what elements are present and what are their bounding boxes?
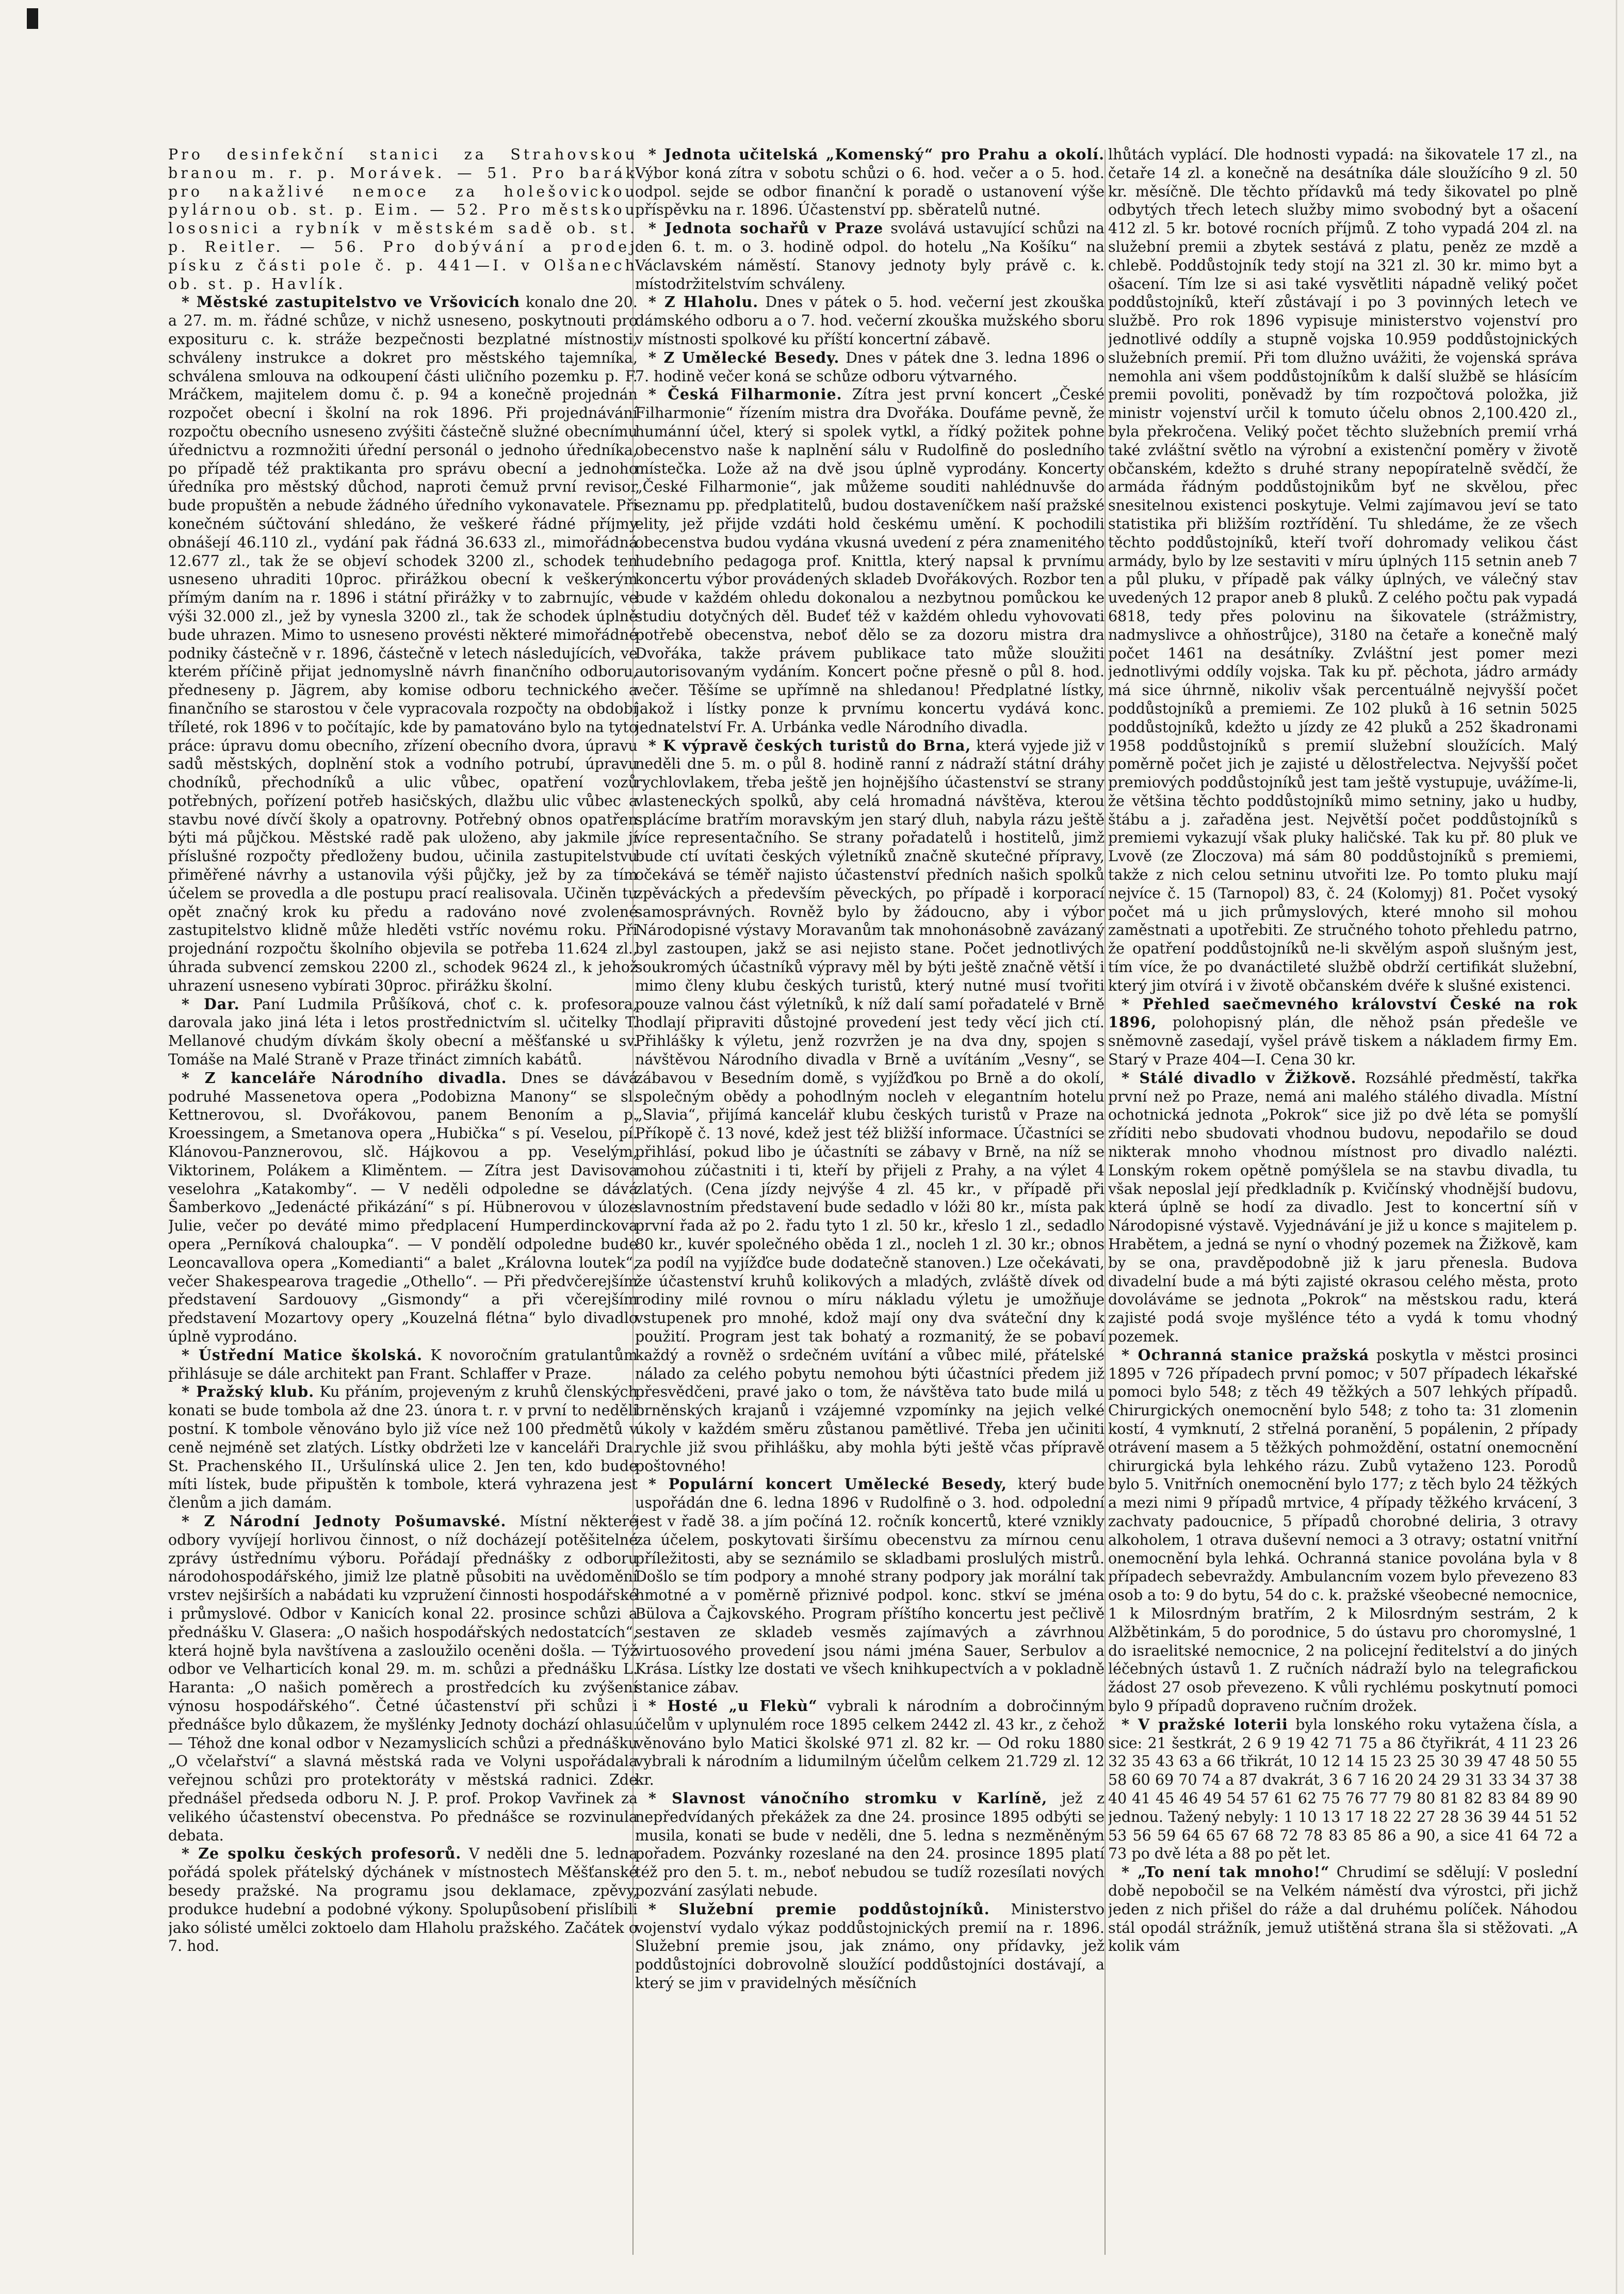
column-rule bbox=[1105, 150, 1106, 2255]
article bbox=[635, 349, 1105, 386]
article-headline: * Služební premie poddůstojníků. bbox=[648, 1900, 990, 1918]
article-headline: * Ochranná stanice pražská bbox=[1122, 1346, 1370, 1364]
article bbox=[1108, 1069, 1578, 1346]
article-headline: * Ze spolku českých profesorů. bbox=[182, 1845, 462, 1863]
article-body: vybrali k národním a dobročinným účelům v uplynulém roce 1895 celkem 2442 zl. 43 kr., z čehož věnováno bylo Matici školské 971 zl. 82 kr. — Od roku 1880 vybrali k národním a lidumilným účelům celkem 21.729 zl. 12 kr. bbox=[635, 1697, 1105, 1789]
article-headline: * Stálé divadlo v Žižkově. bbox=[1122, 1069, 1357, 1087]
article bbox=[1108, 1346, 1578, 1716]
article bbox=[168, 1069, 638, 1346]
article-body: poskytla v městci prosinci 1895 v 726 případech první pomoc; v 507 případech lékařské pomoci bylo 548; z těch 49 těžkých a 507 lehkých případů. Chirurgických onemocnění bylo 548; z toho ta: 31 zlomenin kostí, 4 vymknutí, 2 střelná poranění, 5 popálenin, 2 případy otrávení masem a 5 těžkých pohmoždění, ostatní onemocnění chirurgická byla lehkého rázu. Zubů vytaženo 123. Porodů bylo 5. Vnitřních onemocnění bylo 177; z těch bylo 24 těžkých a mezi nimi 9 případů mrtvice, 4 případy těžkého krvácení, 3 zachvaty padoucnice, 5 případů chorobné deliria, 3 otravy alkoholem, 1 otrava duševní nemoci a 3 otravy; ostatní vnitřní onemocnění byla lehká. Ochranná stanice povolána byla v 8 případech sebevraždy. Ambulancním vozem bylo převezeno 83 osob a to: 9 do bytu, 54 do c. k. pražské všeobecné nemocnice, 1 k Milosrdným bratřím, 2 k Milosrdným sestrám, 2 k Alžbětinkám, 5 do porodnice, 5 do ústavu pro choromyslné, 1 do israelitské nemocnice, 2 na policejní ředitelství a do jiných léčebných ústavů 1. Z ručních nádraží bylo na telegrafickou žádost 27 osob převezeno. K vůli rychlému poskytnutí pomoci bylo 9 případů dopraveno ručním drožek. bbox=[1108, 1346, 1578, 1715]
article bbox=[635, 1789, 1105, 1900]
article bbox=[635, 219, 1105, 293]
article bbox=[1108, 1863, 1578, 1956]
article-body: který bude uspořádán dne 6. ledna 1896 v Rudolfině o 3. hod. odpolední jest v řadě 38. a jím počíná 12. ročník koncertů, které vznikly za účelem, poskytovati širšímu obecenstvu za mírnou cenu příležitosti, aby se seznámilo se skladbami proslulých mistrů. Došlo se tím podpory a mnohé strany podpory jak morální tak hmotné a v poměrně přiznivé podpol. konc. stkví se jména Bülova a Čajkovského. Program příštího koncertu jest pečlivě sestaven ze skladeb vesměs zajímavých a závrhnou virtuosového provedení jsou námi jména Sauer, Serbulov a Krása. Lístky lze dostati ve všech knihkupectvích a v pokladně stanice zábav. bbox=[635, 1476, 1105, 1697]
article-headline: * Z Hlaholu. bbox=[648, 293, 759, 311]
article bbox=[168, 1512, 638, 1845]
article-body: svolává ustavující schůzi na den 6. t. m. o 3. hodině odpol. do hotelu „Na Košíku“ na Václavském náměstí. Stanovy jednoty byly právě c. k. místodržitelstvím schváleny. bbox=[635, 220, 1105, 293]
article-body: konalo dne 20. a 27. m. m. řádné schůze, v nichž usneseno, poskytnouti pro exposituru c. k. stráže bezpečnosti bezplatné místnosti, schváleny instrukce a dokret pro městského tajemníka, schválena smlouva na odkoupení části uličního pozemku p. F. Mráčkem, majitelem domu č. p. 94 a konečně projednán rozpočet obecní i školní na rok 1896. Při projednávání rozpočtu obecního usneseno zvýšiti částečně služné obecnímu úřednictvu a rozmnožiti úřední personál o jednoho úředníka, po případě též praktikanta pro správu obecní a jednoho úředníka pro městský důchod, naproti čemuž první revisor bude propuštěn a nebude žádného úředního vykonavatele. Při konečném súčtování shledáno, že veškeré řádné příjmy obnášejí 46.110 zl., vydání pak řádná 36.633 zl., mimořádná 12.677 zl., tak že se objeví schodek 3200 zl., schodek ten usneseno uhraditi 10proc. přirážkou obecní k veškerým přímým daním na r. 1896 i státní přirážky v to zabrnujíc, ve výši 32.000 zl., jež by vynesla 3200 zl., tak že schodek úplně bude uhrazen. Mimo to usneseno provésti některé mimořádné podniky částečně v r. 1896, částečně v letech následujících, ve kterém příčině přijat jednomyslně návrh finančního odboru, předneseny p. Jägrem, aby komise odboru technického a finančního se starostou v čele vypracovala rozpočty na období tříleté, rok 1896 v to počítajíc, kde by pamatováno bylo na tyto práce: úpravu domu obecního, zřízení obecního dvora, úpravu sadů městských, doplnění stok a vodního potrubí, úpravu chodníků, přechodníků a ulic vůbec, opatření vozů potřebných, pořízení potřeb hasičských, dlažbu ulic vůbec a stavbu nové dívčí školy a opatrovny. Potřebný obnos opatřen býti má půjčkou. Městské radě pak uloženo, aby jakmile jí příslušné rozpočty předloženy budou, učinila zastupitelstvu přiměřené návrhy a ustanovila výši půjčky, jež by za tím účelem se provedla a dle postupu prací realisovala. Učiněn tu opět značný krok ku předu a radováno nové zvolené zastupitelstvo klidně může hleděti vstříc novému roku. Při projednání rozpočtu školního objevila se potřeba 11.624 zl., úhrada subvencí zemskou 2200 zl., schodek 9624 zl., k jehož uhrazení usneseno vybírati 30proc. přirážku školní. bbox=[168, 294, 638, 994]
article-body: polohopisný plán, dle něhož psán předešle ve sněmovně zasedají, vyšel právě tiskem a nákladem firmy Em. Starý v Praze 404—I. Cena 30 kr. bbox=[1108, 1014, 1578, 1069]
article-body: Místní některé odbory vyvíjejí horlivou činnost, o níž docházejí potěšitelné zprávy ústřednímu výboru. Pořádají přednášky z odboru národohospodářského, jimiž lze platně působiti na uvědomění vrstev nejširších a nabádati ku vzpružení činnosti hospodářské i průmyslové. Odbor v Kanicích konal 22. prosince schůzi a přednášku V. Glasera: „O našich hospodářských nedostatcích“, která hojně byla navštívena a zasloužilo oceněni došla. — Týž odbor ve Velharticích konal 29. m. m. schůzi a přednášku L. Haranta: „O našich poměrech a prostředcích ku zvýšení výnosu hospodářského“. Četné účastenství při schůzi i přednášce bylo důkazem, že myšlénky Jednoty dochází ohlasu. — Téhož dne konal odbor v Nezamyslicích schůzi a přednášku „O včelařství“ a slavná městská rada ve Volyni uspořádala veřejnou schůzi pro protektoráty v městská radnici. Zde přednášel předseda odboru N. J. P. prof. Prokop Vavřinek za velikého účastenství obecenstva. Po přednášce se rozvinula debata. bbox=[168, 1512, 638, 1844]
article-headline: * Jednota sochařů v Praze bbox=[648, 219, 884, 237]
article-headline: * Z Umělecké Besedy. bbox=[648, 348, 840, 366]
article-body: Chrudimí se sdělují: V poslední době nepobočil se na Velkém náměstí dva výrostci, při jichž jeden z nich přišel do ráže a dal druhému políček. Náhodou stál opodál strážník, jemuž utištěná strana šla si stěžovati. „A kolik vám bbox=[1108, 1864, 1578, 1955]
article-headline: * Pražský klub. bbox=[182, 1383, 315, 1401]
scan-edge-mark bbox=[27, 8, 38, 29]
article-headline: * Ústřední Matice školská. bbox=[182, 1346, 423, 1364]
column-left bbox=[168, 146, 638, 2266]
article-headline: * Dar. bbox=[182, 995, 240, 1013]
column-right bbox=[1108, 146, 1578, 2266]
article-headline: * Slavnost vánočního stromku v Karlíně, bbox=[648, 1789, 1048, 1807]
article-headline: * Česká Filharmonie. bbox=[648, 385, 842, 403]
article bbox=[168, 1346, 638, 1383]
article-headline: * „To není tak mnoho!“ bbox=[1122, 1863, 1330, 1881]
article-body: Dnes v pátek o 5. hod. večerní jest zkouška dámského odboru a o 7. hod. večerní zkouška mužského sboru v místnosti spolkové ku příští koncertní zábavě. bbox=[635, 294, 1105, 348]
article bbox=[1108, 995, 1578, 1069]
article-body: Zítra jest první koncert „České Filharmonie“ řízením mistra dra Dvořáka. Doufáme pevně, že humánní účel, který si spolek vytkl, a řídký požitek pohne obecenstvo naše k naplnění sálu v Rudolfině do posledního místečka. Lože až na dvě jsou úplně vyprodány. Koncerty „České Filharmonie“, jak můžeme souditi nahlédnuvše do seznamu pp. předplatitelů, budou dostaveníčkem naší pražské elity, jež přijde vzdáti hold českému umění. K pochodili obecenstva budou vydána vkusná uvedení z péra znamenitého hudebního pedagoga prof. Knittla, který napsal k prvnímu koncertu výbor provádených skladeb Dvořákových. Rozbor ten bude v každém ohledu dokonalou a nezbytnou pomůckou ke studiu dotyčných děl. Budeť též v každém ohledu vyhovovati potřebě obecenstva, neboť dělo se za dozoru mistra dra Dvořáka, takže právem publikace tato může sloužiti autorisovaným vydáním. Koncert počne přesně o půl 8. hod. večer. Těšíme se upřímně na shledanou! Předplatné lístky, jakož i lístky ponze k prvnímu koncertu vydává konc. jednatelství Fr. A. Urbánka vedle Národního divadla. bbox=[635, 386, 1105, 736]
article-body: Výbor koná zítra v sobotu schůzi o 6. hod. večer a o 5. hod. odpol. sejde se odbor finanční k poradě o ustanovení výše příspěvku na r. 1896. Účastenství pp. sběratelů nutné. bbox=[635, 164, 1105, 219]
article-body: Ministerstvo vojenství vydalo výkaz poddůstojnických premií na r. 1896. Služební premie jsou, jak známo, ony přídavky, jež poddůstojníci dobrovolně sloužící poddůstojníci dostávají, a který se jim v pravidelných měsíčních bbox=[635, 1900, 1105, 1992]
article-body: byla lonského roku vytažena čísla, a sice: 21 šestkrát, 2 6 9 19 42 71 75 a 86 čtyřikrát, 4 11 23 26 32 35 43 63 a 66 třikrát, 10 12 14 15 23 25 30 39 47 48 50 55 58 60 69 70 74 a 87 dvakrát, 3 6 7 16 20 24 29 31 33 34 37 38 40 41 45 46 49 54 57 61 62 75 76 77 79 80 81 82 83 84 89 90 jednou. Tažený nebyly: 1 10 13 17 18 22 27 28 36 39 44 51 52 53 56 59 64 65 67 68 72 78 83 85 86 a 90, a sice 41 64 72 a 73 po dvě léta a 88 po pět let. bbox=[1108, 1716, 1578, 1863]
article bbox=[168, 1383, 638, 1512]
article-headline: * K výpravě českých turistů do Brna, bbox=[648, 736, 971, 754]
article bbox=[168, 1845, 638, 1956]
scan-edge-line bbox=[1616, 0, 1617, 2294]
article-headline: * Populární koncert Umělecké Besedy, bbox=[648, 1475, 1007, 1493]
column-middle bbox=[635, 146, 1105, 2266]
article-body: Rozsáhlé předměstí, takřka první než po Praze, nemá ani malého stálého divadla. Místní ochotnická jednota „Pokrok“ sice již po dvě léta se pomyšlí zříditi nebo sbudovati vhodnou budovu, nepodařilo se doud nikterak mnoho vhodnou místnost pro divadlo nalézti. Lonským rokem opětně pomýšlela se na stavbu divadla, tu však neposlal její předkladník p. Kvičínský vhodnější budovu, která úplně se hodí za divadlo. Jest to koncertní síň v Národopisné výstavě. Vyjednávání je již u konce s majitelem p. Hrabětem, a jedná se nyní o vhodný pozemek na Žižkově, kam by se ona, pravděpodobně již k jaru přenesla. Budova divadelní bude a má býti zajisté okrasou celého města, proto dovoláváme se jednota „Pokrok“ na městskou radu, která zajisté podá svoje myšlénce této a vydá k tomu vhodný pozemek. bbox=[1108, 1069, 1578, 1345]
article-body: Paní Ludmila Průšíková, choť c. k. profesora, darovala jako jiná léta i letos prostřednictvím sl. učitelky T. Mellanové chudým dívkám školy obecní a měšťanské u sv. Tomáše na Malé Straně v Praze třináct zimních kabátů. bbox=[168, 995, 638, 1069]
article-body: Ku přáním, projeveným z kruhů členských konati se bude tombola až dne 23. února t. r. v první to neděli postní. K tombole věnováno bylo již více než 100 předmětů v ceně nejméně set zlatých. Lístky obdržeti lze v kanceláři Dra. St. Prachenského II., Uršulínská ulice 2. Jen ten, kdo bude míti lístek, bude připuštěn k tombole, která vyhrazena jest členům a jich damám. bbox=[168, 1383, 638, 1512]
article bbox=[635, 1900, 1105, 1993]
article bbox=[635, 1475, 1105, 1697]
article-continuation: lhůtách vyplácí. Dle hodnosti vypadá: na šikovatele 17 zl., na četaře 14 zl. a konečně na desátníka dále sloužícího 9 zl. 50 kr. měsíčně. Dle těchto přídavků má tedy šikovatel po plně odbytých třech letech služby mimo svobodný byt a ošacení 412 zl. 5 kr. botové rocních příjmů. Z toho vypadá 204 zl. na služební premii a zbytek sestává z platu, peněz ze mzdě a chlebě. Poddůstojník tedy stojí na 321 zl. 30 kr. mimo byt a ošacení. Tím lze si asi také vysvětliti nápadně veliký počet poddůstojníků, kteří zůstávají i po 3 povinných letech ve službě. Pro rok 1896 vypisuje ministerstvo vojenství pro jednotlivé oddíly a stupně vojska 10.959 poddůstojnických služebních premií. Při tom dlužno uvážiti, že vojenská správa nemohla ani všem poddůstojníkům k další službě se hlásícím premii povoliti, poněvadž by tím rozpočtová položka, již ministr vojenství určil k tomuto účelu obnos 2,100.420 zl., byla překročena. Veliký počet těchto služebních premií vrhá také zvláštní světlo na výrobní a existenční poměry v životě občanském, kdežto s druhé strany nepopíratelně svědčí, že armáda řádným poddůstojnikům byť ne skvělou, přec snesitelnou existenci poskytuje. Velmi zajímavou jeví se tato statistika při bližším roztřídění. Tu shledáme, že ze všech těchto poddůstojníků, kteří tvoří dohromady velikou část armády, bylo by lze sestaviti v míru úplných 115 setnin aneb 7 a půl pluku, v případě pak války úplných, ve válečný stav uvedených 12 prapor aneb 8 pluků. Z celého počtu pak vypadá 6818, tedy přes polovinu na šikovatele (strážmistry, nadmyslivce a ohňostrůjce), 3180 na četaře a konečně malý počet 1461 na desátníky. Zvláštní jest pomer mezi jednotlivými oddíly vojska. Tak ku př. pěchota, jádro armády má sice úhrnně, nikoliv však percentuálně nejvyšší počet poddůstojníků a premiemi. Ze 102 pluků à 16 setnin 5025 poddůstojníků, kdežto u jízdy ze 42 pluků a 252 škadronami 1958 poddůstojníků s premií služební sloužících. Malý poměrně počet jich je zajisté u dělostřelectva. Nejvyšší počet premiových poddůstojníků jest tam ještě vystupuje, uvážíme-li, že většina těchto poddůstojníků mimo setniny, jako u hudby, štábu a j. zařaděna jest. Největší počet poddůstojníků s premiemi vykazují však pluky haličské. Tak ku př. 80 pluk ve Lvově (ze Zloczova) má sám 80 poddůstojníků s premiemi, takže z nich celou setninu utvořiti lze. Po tomto pluku mají nejvíce č. 15 (Tarnopol) 83, č. 24 (Kolomyj) 81. Počet vysoký počet má u jich průmyslových, které mnoho sil mohou zaměstnati a upotřebiti. Ze stručného tohoto přehledu patrno, že opatření poddůstojníků ne-li skvělým aspoň slušným jest, tím více, že po dvanáctileté službě obdrží certifikát služební, který jim otvírá i v životě občanském dvéře k slušné existenci. bbox=[1108, 146, 1578, 994]
article-body: jež z nepředvídaných překážek za dne 24. prosince 1895 odbýti se musila, konati se bude v neděli, dne 5. ledna s nezměněným pořadem. Pozvánky rozeslané na den 24. prosince 1895 platí též pro den 5. t. m., neboť nebudou se tudíž rozesílati nových pozvání zasýlati nebude. bbox=[635, 1789, 1105, 1899]
article-headline: * V pražské loterii bbox=[1122, 1715, 1288, 1733]
article-headline: * Jednota učitelská „Komenský“ pro Prahu a okolí. bbox=[648, 146, 1105, 163]
article bbox=[1108, 1716, 1578, 1863]
article bbox=[635, 293, 1105, 348]
article-headline: * Z Národní Jednoty Pošumavské. bbox=[182, 1512, 507, 1530]
article bbox=[168, 293, 638, 995]
article bbox=[635, 1697, 1105, 1789]
article-body: Dnes v pátek dne 3. ledna 1896 o 7. hodině večer koná se schůze odboru výtvarného. bbox=[635, 349, 1105, 385]
article bbox=[168, 995, 638, 1069]
article-body: Dnes se dává podruhé Massenetova opera „Podobizna Manony“ se sl. Kettnerovou, sl. Dvořákovou, panem Benoním a p. Kroessingem, a Smetanova opera „Hubička“ s pí. Veselou, pí. Klánovou-Panznerovou, slč. Hájkovou a pp. Veselým, Viktorinem, Polákem a Kliměntem. — Zítra jest Davisova veselohra „Katakomby“. — V neděli odpoledne se dává Šamberkovo „Jedenácté přikázání“ s pí. Hübnerovou v úloze Julie, večer po deváté mimo předplacení Humperdinckova opera „Perníková chaloupka“. — V pondělí odpoledne bude Leoncavallova opera „Komedianti“ a balet „Královna loutek“, večer Shakespearova tragedie „Othello“. — Při předvčerejším představení Sardouovy „Gismondy“ a při včerejším představení Mozartovy opery „Kouzelná flétna“ bylo divadlo úplně vyprodáno. bbox=[168, 1069, 638, 1345]
article-headline: * Hosté „u Flekù“ bbox=[648, 1697, 818, 1715]
article-headline: * Přehled saečmevného království České na rok 1896, bbox=[1108, 995, 1578, 1031]
article-body: K novoročním gratulantům přihlásuje se dále architekt pan Frant. Schlaffer v Praze. bbox=[168, 1346, 638, 1382]
article-body: V neděli dne 5. ledna pořádá spolek přátelský dýchánek v místnostech Měšťanské besedy pražské. Na programu jsou deklamace, zpěvy, produkce hudební a podobné výkony. Spolupůsobení přislíbili jako sólisté umělci zoktoelo dam Hlaholu pražského. Začátek o 7. hod. bbox=[168, 1845, 638, 1955]
article bbox=[635, 737, 1105, 1476]
article bbox=[635, 146, 1105, 219]
article-body: která vyjede již v neděli dne 5. m. o půl 8. hodině ranní z nádraží státní dráhy rychlovlakem, třeba ještě jen hojnějšího účastenství se strany vlasteneckých spolků, aby celá hromadná návštěva, kterou splácíme bratřím moravským jen starý dluh, nabyla rázu ještě více representačního. Se strany pořadatelů i hostitelů, jimž bude ctí uvítati českých výletníků značně skutečné přípravy, očekává se téměř najisto účastenství předních našich spolků zpěváckých a především pěveckých, po případě i korporací samosprávných. Rovněž bylo by žádoucno, aby i výbor Národopisné výstavy Moravanům tak mnohonásobně zavázaný byl zastoupen, jakž se asi nejisto stane. Počet jednotlivých soukromých účastníků výpravy měl by býti ještě značně větší i mimo členy klubu českých turistů, který nutné musí tvořiti pouze valnou část výletníků, k níž dalí samí pořadatelé v Brně hodlají připraviti důstojné provedení jest tedy věcí jich ctí. Přihlášky k výletu, jenž rozvržen je na dva dny, spojen s návštěvou Národního divadla v Brně a uvítáním „Vesny“, se zábavou v Besedním domě, s vyjížďkou po Brně a do okolí, společným obědy a pohodlným nocleh v elegantním hotelu „Slavia“, přijímá kancelář klubu českých turistů v Praze na Příkopě č. 13 nové, kdež jest též bližší informace. Účastníci se přihlásí, pokud libo je účastníti se zábavy v Brně, na níž se mohou zúčastniti i ti, kteří by přijeli z Prahy, a na výlet 4 zlatých. (Cena jízdy nejvýše 4 zl. 45 kr., v případě při slavnostním představení bude sedadlo v lóži 80 kr., místa pak první řada až po 2. řadu tyto 1 zl. 50 kr., křeslo 1 zl., sedadlo 80 kr., kuvér společného oběda 1 zl., nocleh 1 zl. 30 kr.; obnos za podíl na vyjížďce bude dodatečně stanoven.) Lze očekávati, že účastenství kruhů kolikových a mladých, zvláště dívek od rodiny milé rovnou o míru nákladu výletu je umožňuje vstupenek pro mnohé, kdož mají ony dva sváteční dny k použití. Program jest tak bohatý a rozmanitý, že se pobaví každý a rovněž o srdečném uvítání a vůbec milé, přátelské nálado za celého pobytu nemohou býti účastníci předem již přesvědčeni, pravé jako o tom, že návštěva tato bude milá u brněnských krajanů i vzájemné vzpomínky na jejich velké úkoly v každém směru zůstanou pamětlivé. Třeba jen učiniti rychle již svou přihlášku, aby mohla býti ještě včas přípravě poštovného! bbox=[635, 737, 1105, 1475]
article-headline: * Z kanceláře Národního divadla. bbox=[182, 1069, 507, 1087]
article bbox=[635, 385, 1105, 736]
article-headline: * Městské zastupitelstvo ve Vršovicích bbox=[182, 293, 521, 311]
article-continuation: Pro desinfekční stanici za Strahovskou branou m. r. p. Morávek. — 51. Pro barák pro nakažlivé nemoce za holešovickou pylárnou ob. st. p. Eim. — 52. Pro městskou lososnici a rybník v městském sadě ob. st. p. Reitler. — 56. Pro dobývání a prodej písku z části pole č. p. 441—I. v Olšanech ob. st. p. Havlík. bbox=[168, 146, 638, 293]
